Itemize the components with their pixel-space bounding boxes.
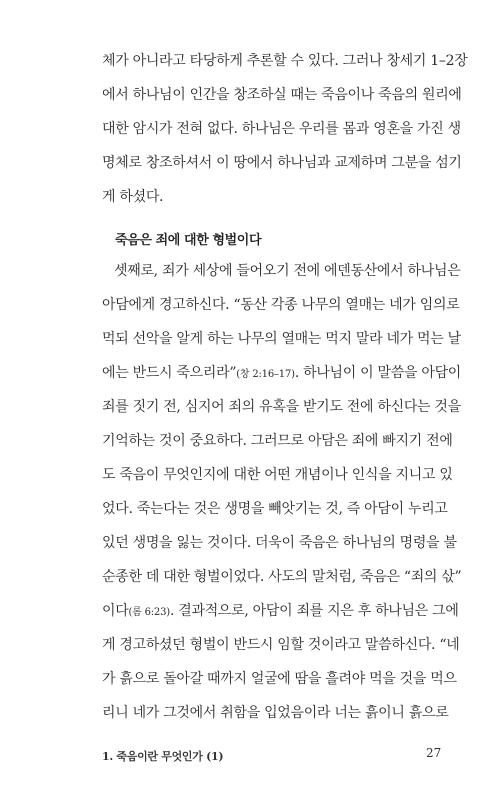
text-line: 아담에게 경고하신다. “동산 각종 나무의 열매는 네가 임의로 bbox=[102, 297, 460, 313]
text-line: 에서 하나님이 인간을 창조하실 때는 죽음이나 죽음의 원리에 bbox=[102, 87, 462, 103]
text-line: 순종한 데 대한 형벌이었다. 사도의 말처럼, 죽음은 “죄의 삯” bbox=[102, 569, 462, 585]
scripture-citation: (롬 6:23) bbox=[128, 607, 170, 618]
page-number: 27 bbox=[426, 746, 442, 760]
text-line: 기억하는 것이 중요하다. 그러므로 아담은 죄에 빠지기 전에 bbox=[102, 433, 453, 449]
text-line: 도 죽음이 무엇인지에 대한 어떤 개념이나 인식을 지니고 있 bbox=[102, 467, 453, 483]
text-segment: . 하나님이 이 말씀을 아담이 bbox=[294, 365, 462, 381]
text-line: 명체로 창조하셔서 이 땅에서 하나님과 교제하며 그분을 섬기 bbox=[102, 155, 462, 171]
running-footer-title: 1. 죽음이란 무엇인가 (1) bbox=[102, 750, 224, 763]
scripture-citation: (창 2:16–17) bbox=[236, 369, 295, 380]
text-line: 있던 생명을 잃는 것이다. 더욱이 죽음은 하나님의 명령을 불 bbox=[102, 535, 457, 551]
paragraph-death-penalty bbox=[102, 254, 462, 730]
text-line: 가 흙으로 돌아갈 때까지 얼굴에 땀을 흘려야 먹을 것을 먹으 bbox=[102, 671, 457, 687]
text-segment: 이다 bbox=[102, 603, 129, 619]
section-heading: 죽음은 죄에 대한 형벌이다 bbox=[115, 233, 262, 248]
text-line: 게 하셨다. bbox=[102, 189, 164, 205]
text-segment: 에는 반드시 죽으리라” bbox=[102, 365, 237, 381]
text-segment: . 결과적으로, 아담이 죄를 지은 후 하나님은 그에 bbox=[169, 603, 459, 619]
text-line bbox=[102, 594, 459, 628]
text-line: 대한 암시가 전혀 없다. 하나님은 우리를 몸과 영혼을 가진 생 bbox=[102, 121, 461, 137]
text-line: 셋째로, 죄가 세상에 들어오기 전에 에덴동산에서 하나님은 bbox=[114, 263, 461, 279]
text-line: 리니 네가 그것에서 취함을 입었음이라 너는 흙이니 흙으로 bbox=[102, 705, 449, 721]
text-line: 게 경고하셨던 형벌이 반드시 임할 것이라고 말씀하신다. “네 bbox=[102, 637, 460, 653]
text-line: 었다. 죽는다는 것은 생명을 빼앗기는 것, 즉 아담이 누리고 bbox=[102, 501, 448, 517]
text-line: 체가 아니라고 타당하게 추론할 수 있다. 그러나 창세기 1–2장 bbox=[102, 53, 468, 69]
text-line: 먹되 선악을 알게 하는 나무의 열매는 먹지 말라 네가 먹는 날 bbox=[102, 331, 461, 347]
paragraph-creation bbox=[102, 44, 468, 214]
text-line bbox=[102, 356, 462, 390]
text-line: 죄를 짓기 전, 심지어 죄의 유혹을 받기도 전에 하신다는 것을 bbox=[102, 399, 461, 415]
